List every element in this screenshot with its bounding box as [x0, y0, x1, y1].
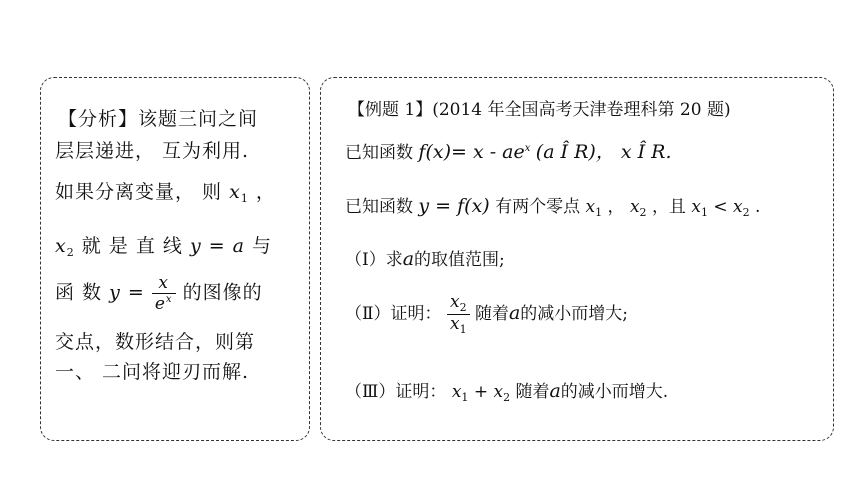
given-function-line [345, 137, 672, 164]
example-text: 有两个零点 [495, 197, 581, 217]
math-var: x [691, 197, 701, 217]
analysis-line-6 [55, 327, 255, 354]
question-text: 随着 [474, 304, 509, 325]
fraction [447, 293, 470, 336]
math-superscript: x [165, 293, 173, 305]
math-var: x [493, 382, 504, 402]
math-domain: (a Î R)， x Î R. [535, 141, 672, 163]
analysis-box [40, 77, 310, 441]
question-prefix: （Ⅰ）求 [345, 250, 403, 270]
analysis-text: 【分析】该题三问之间 [58, 108, 259, 130]
analysis-text: 与 [252, 235, 273, 257]
example-text: 已知函数 [345, 143, 419, 163]
analysis-text: 如果分离变量， 则 [55, 181, 223, 203]
analysis-line-7 [55, 357, 249, 384]
question-text: 的减小而增大; [520, 304, 629, 325]
math-var: x [229, 181, 241, 203]
math-var: x [449, 292, 460, 312]
math-subscript: 2 [66, 246, 75, 259]
fraction-numerator [447, 293, 470, 314]
example-text: ，且 [651, 197, 686, 217]
example-text: ， [607, 197, 630, 217]
question-2 [345, 293, 628, 336]
math-subscript: 1 [459, 323, 467, 337]
given-zeros-line [345, 192, 760, 219]
math-var: x [55, 235, 67, 257]
math-subscript: 1 [700, 206, 708, 219]
analysis-line-2 [55, 136, 249, 163]
fraction-numerator: x [158, 273, 169, 293]
question-prefix: （Ⅱ）证明： [345, 304, 447, 325]
math-function: y = f(x) [418, 195, 490, 217]
example-text: . [755, 197, 761, 217]
math-subscript: 1 [240, 192, 249, 205]
analysis-text: 就 是 直 线 [81, 235, 190, 257]
math-var: a [508, 302, 521, 325]
math-var: x [585, 197, 596, 217]
math-subscript: 1 [461, 391, 469, 404]
math-function: f(x)= x - ae [418, 141, 525, 163]
analysis-line-3 [55, 177, 276, 205]
analysis-text: 一、 二问将迎刃而解. [55, 361, 250, 383]
math-var: x [449, 314, 460, 335]
math-subscript: 1 [595, 206, 603, 219]
math-operator: + [473, 382, 494, 402]
example-text: 已知函数 [345, 197, 419, 217]
math-equation: y = a [189, 235, 245, 257]
question-1 [345, 245, 505, 270]
question-text: 随着 [515, 382, 550, 402]
math-superscript: x [524, 143, 531, 154]
question-prefix: （Ⅲ）证明： [345, 382, 452, 402]
question-text: 的减小而增大. [560, 382, 669, 402]
analysis-line-5 [55, 274, 263, 313]
analysis-text: 的图像的 [182, 281, 263, 304]
math-var: a [402, 248, 415, 270]
math-var: e [154, 293, 166, 314]
math-var: x [451, 382, 462, 402]
math-operator: < [713, 197, 733, 217]
example-title-text: 【例题 1】(2014 年全国高考天津卷理科第 20 题) [348, 100, 731, 120]
analysis-text: ， [255, 181, 276, 203]
math-var: a [549, 380, 561, 402]
analysis-text: 交点，数形结合，则第 [55, 331, 256, 353]
math-subscript: 2 [503, 391, 511, 404]
math-subscript: 2 [742, 206, 750, 219]
fraction-denominator [447, 314, 470, 336]
question-text: 的取值范围; [414, 250, 505, 270]
math-subscript: 2 [459, 301, 467, 314]
math-var: x [629, 197, 640, 217]
fraction [152, 274, 176, 313]
math-equation: y = [109, 281, 152, 304]
example-title [348, 95, 731, 120]
analysis-text: 层层递进， 互为利用. [55, 140, 250, 162]
math-var: x [733, 197, 743, 217]
fraction-denominator [152, 293, 176, 314]
question-3 [345, 377, 668, 404]
analysis-text: 函 数 [55, 281, 110, 304]
analysis-line-4 [55, 231, 272, 259]
analysis-line-1 [58, 104, 258, 131]
math-subscript: 2 [639, 206, 647, 219]
